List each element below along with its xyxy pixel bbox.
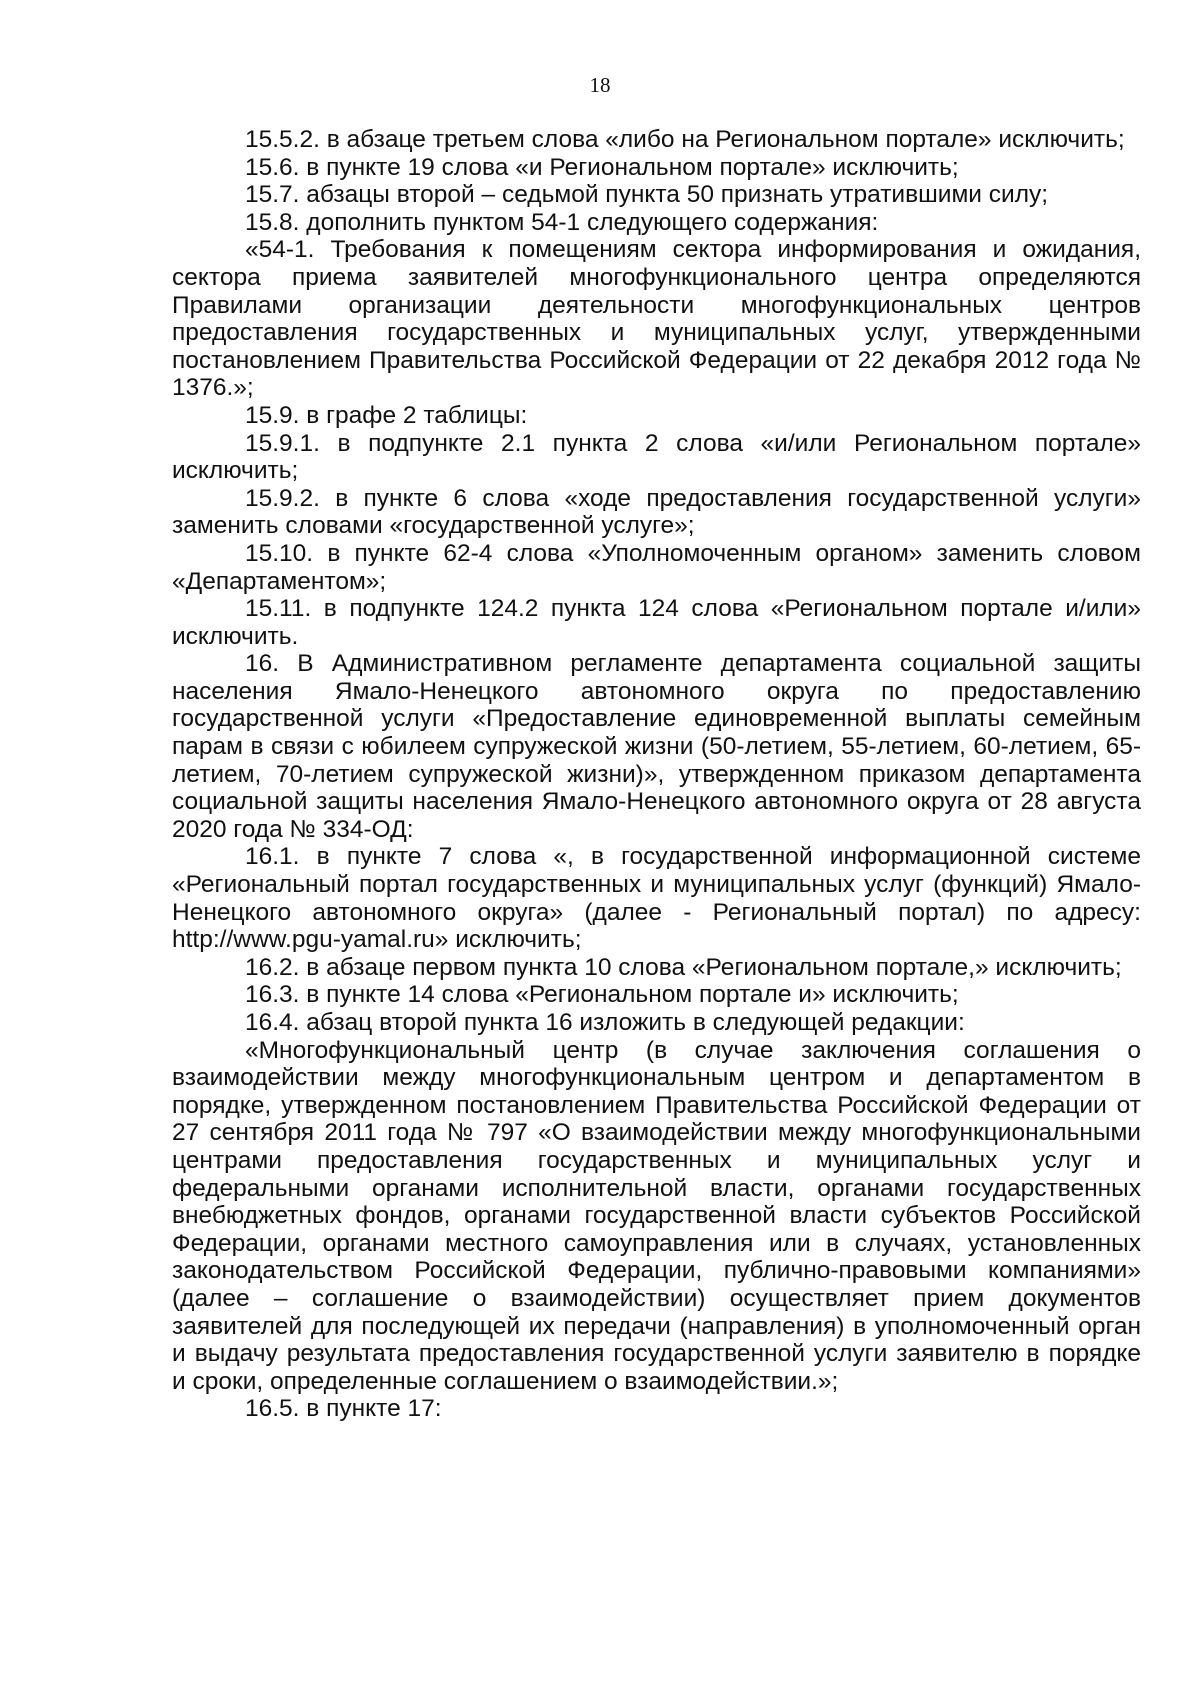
paragraph-15-9-1: 15.9.1. в подпункте 2.1 пункта 2 слова «и/или Региональном портале» исключить; <box>172 429 1141 485</box>
paragraph-15-7: 15.7. абзацы второй – седьмой пункта 50 признать утратившими силу; <box>245 181 1049 209</box>
paragraph-16-3: 16.3. в пункте 14 слова «Региональном портале и» исключить; <box>245 981 959 1009</box>
page-number: 18 <box>589 73 611 97</box>
paragraph-16: 16. В Административном регламенте департамента социальной защиты населения Ямало-Ненецкого автономного округа по предоставлению государственной услуги «Предоставление единовременной выплаты семейным парам в связи с юбилеем супружеской жизни (50-летием, 55-летием, 60-летием, 65-летием, 70-летием супружеской жизни)», утвержденном приказом департамента социальной защиты населения Ямало-Ненецкого автономного округа от 28 августа 2020 года № 334-ОД: <box>172 650 1141 843</box>
paragraph-16-2: 16.2. в абзаце первом пункта 10 слова «Региональном портале,» исключить; <box>245 953 1122 981</box>
paragraph-15-5-2: 15.5.2. в абзаце третьем слова «либо на Региональном портале» исключить; <box>245 126 1125 153</box>
paragraph-15-9-2: 15.9.2. в пункте 6 слова «ходе предоставления государственной услуги» заменить словами «государственной услуге»; <box>172 484 1141 540</box>
paragraph-15-8: 15.8. дополнить пунктом 54-1 следующего содержания: <box>245 208 879 236</box>
paragraph-54-1-quote: «54-1. Требования к помещениям сектора информирования и ожидания, сектора приема заявителей многофункционального центра определяются Правилами организации деятельности многофункциональных центров предоставления государственных и муниципальных услуг, утвержденными постановлением Правительства Российской Федерации от 22 декабря 2012 года № 1376.»; <box>172 236 1141 402</box>
paragraph-15-10: 15.10. в пункте 62-4 слова «Уполномоченным органом» заменить словом «Департаментом»; <box>172 539 1141 595</box>
document-body <box>172 126 1141 1423</box>
paragraph-15-9: 15.9. в графе 2 таблицы: <box>245 401 528 429</box>
paragraph-15-6: 15.6. в пункте 19 слова «и Региональном портале» исключить; <box>245 153 959 181</box>
paragraph-16-4: 16.4. абзац второй пункта 16 изложить в следующей редакции: <box>245 1009 965 1036</box>
paragraph-16-4-quote: «Многофункциональный центр (в случае заключения соглашения о взаимодействии между многофункциональным центром и департаментом в порядке, утвержденном постановлением Правительства Российской Федерации от 27 сентября 2011 года № 797 «О взаимодействии между многофункциональными центрами предоставления государственных и муниципальных услуг и федеральными органами исполнительной власти, органами государственных внебюджетных фондов, органами государственной власти субъектов Российской Федерации, органами местного самоуправления или в случаях, установленных законодательством Российской Федерации, публично-правовыми компаниями» (далее – соглашение о взаимодействии) осуществляет прием документов заявителей для последующей их передачи (направления) в уполномоченный орган и выдачу результата предоставления государственной услуги заявителю в порядке и сроки, определенные соглашением о взаимодействии.»; <box>172 1036 1141 1395</box>
paragraph-16-1: 16.1. в пункте 7 слова «, в государственной информационной системе «Региональный портал государственных и муниципальных услуг (функций) Ямало-Ненецкого автономного округа» (далее - Региональный портал) по адресу: http://www.pgu-yamal.ru» исключить; <box>172 843 1141 954</box>
paragraph-16-5: 16.5. в пункте 17: <box>245 1395 442 1423</box>
paragraph-15-11: 15.11. в подпункте 124.2 пункта 124 слова «Региональном портале и/или» исключить. <box>172 595 1141 650</box>
